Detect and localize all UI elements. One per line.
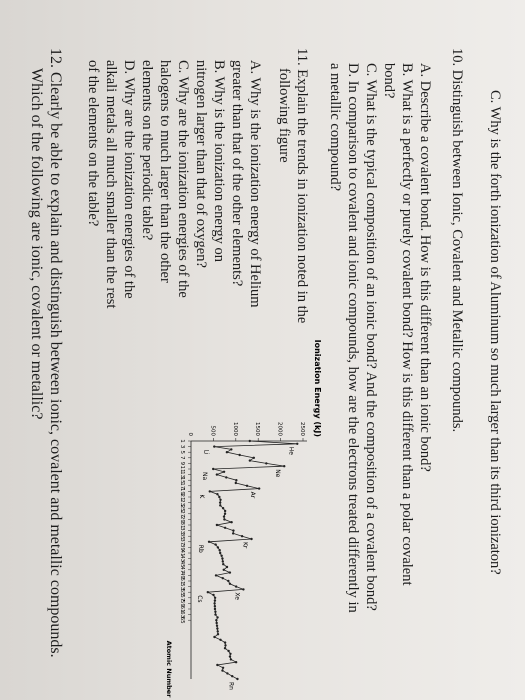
data-point	[224, 644, 226, 646]
y-tick-label: 2000	[276, 422, 283, 436]
x-tick-label: 27	[179, 510, 185, 518]
data-point	[258, 487, 260, 489]
x-tick-label: 43	[179, 555, 185, 563]
data-point	[213, 636, 215, 638]
data-point	[283, 465, 285, 467]
x-tick-label: 33	[179, 527, 185, 535]
x-tick-label: 59	[179, 599, 185, 607]
x-tick-label: 5	[179, 450, 185, 454]
x-tick-label: 23	[179, 499, 185, 507]
data-point	[224, 527, 226, 529]
data-point	[215, 619, 217, 621]
data-point	[265, 462, 267, 464]
x-tick-label: 15	[179, 476, 185, 484]
data-point	[235, 479, 237, 481]
data-point	[216, 524, 218, 526]
data-point	[224, 510, 226, 512]
q12-line2: Which of the following are ionic, covalent or metallic?	[28, 68, 45, 420]
data-point	[231, 675, 233, 677]
data-point	[229, 655, 231, 657]
data-point	[215, 622, 217, 624]
element-label: K	[197, 494, 205, 499]
data-point	[223, 518, 225, 520]
data-point	[235, 585, 237, 587]
data-point	[218, 549, 220, 551]
q11c-line3: elements on the periodic table?	[139, 60, 155, 241]
y-tick-label-zero: 0	[187, 432, 193, 436]
data-point	[242, 588, 244, 590]
data-point	[214, 611, 216, 613]
data-point	[222, 667, 224, 669]
data-point	[216, 493, 218, 495]
data-point	[217, 546, 219, 548]
data-point	[216, 473, 218, 475]
chart-svg	[165, 339, 325, 698]
x-tick-label: 57	[179, 594, 185, 602]
data-point	[224, 513, 226, 515]
data-point	[223, 569, 225, 571]
data-point	[217, 630, 219, 632]
x-tick-label: 11	[179, 465, 185, 473]
data-point	[216, 627, 218, 629]
x-tick-label: 61	[179, 605, 185, 613]
data-point	[226, 672, 228, 674]
data-point	[219, 501, 221, 503]
data-point	[230, 448, 232, 450]
x-tick-label: 37	[179, 538, 185, 546]
data-point	[221, 557, 223, 559]
data-point	[214, 599, 216, 601]
data-point	[223, 515, 225, 517]
data-point	[208, 541, 210, 543]
data-point	[230, 658, 232, 660]
data-point	[229, 571, 231, 573]
q11d-line2: alkali metals all much smaller than the rest	[103, 60, 119, 309]
data-point	[213, 602, 215, 604]
q11b-line2: nitrogen larger than that of oxygen?	[193, 60, 209, 268]
x-tick-label: 55	[179, 588, 185, 596]
data-point	[212, 468, 214, 470]
q10d-line2: a metallic compound?	[327, 63, 343, 192]
q11a-line1: A. Why is the ionization energy of Helium	[247, 60, 263, 308]
data-point	[222, 507, 224, 509]
data-point	[253, 457, 255, 459]
element-label: Ne	[274, 469, 282, 478]
element-label: He	[287, 446, 295, 456]
data-point	[214, 605, 216, 607]
q11d-line1: D. Why are the ionization energies of the	[121, 60, 137, 299]
y-tick-label: 1500	[254, 422, 261, 436]
x-tick-label: 25	[179, 504, 185, 512]
q11c-line2: halogens to much larger than the other	[157, 60, 173, 283]
element-label: Rn	[227, 682, 235, 690]
x-tick-label: 47	[179, 566, 185, 574]
y-tick-label: 2500	[299, 422, 305, 436]
x-tick-label: 17	[179, 482, 185, 490]
x-tick-label: 19	[179, 487, 185, 495]
data-point	[235, 482, 237, 484]
data-point	[217, 633, 219, 635]
data-point	[216, 664, 218, 666]
q10d-line1: D. In comparison to covalent and ionic compounds, how are the electrons treated differently in	[345, 63, 361, 613]
element-label: Ar	[249, 491, 257, 499]
q10-heading: 10. Distinguish between Ionic, Covalent and Metallic compounds.	[449, 48, 465, 433]
data-point	[214, 597, 216, 599]
data-point	[226, 566, 228, 568]
element-label: Li	[202, 449, 210, 455]
y-axis-title: Ionization Energy (kJ)	[313, 339, 322, 437]
data-point	[238, 454, 240, 456]
q11-line2: following figure	[276, 68, 292, 163]
x-tick-label: 7	[179, 456, 185, 460]
q10b-line2: bond?	[381, 63, 397, 99]
data-point	[222, 563, 224, 565]
data-point	[246, 485, 248, 487]
q11a-line2: greater than that of the other elements?	[229, 60, 245, 287]
data-point	[249, 440, 251, 442]
data-point	[226, 451, 228, 453]
data-point	[214, 608, 216, 610]
data-point	[219, 639, 221, 641]
x-tick-label: 13	[179, 471, 185, 479]
data-point	[221, 669, 223, 671]
data-point	[220, 555, 222, 557]
data-point	[229, 653, 231, 655]
data-point	[215, 574, 217, 576]
data-point	[225, 476, 227, 478]
data-point	[222, 577, 224, 579]
data-point	[219, 499, 221, 501]
x-tick-label: 29	[179, 515, 185, 523]
data-point	[241, 535, 243, 537]
data-point	[214, 613, 216, 615]
x-tick-label: 51	[179, 577, 185, 585]
x-tick-label: 3	[179, 444, 185, 449]
x-tick-label: 31	[179, 521, 185, 529]
data-point	[207, 591, 209, 593]
element-label: Kr	[241, 542, 249, 549]
data-point	[216, 616, 218, 618]
q12-line1: 12. Clearly be able to explain and distinguish between ionic, covalent and metallic compounds.	[47, 48, 64, 658]
data-point	[232, 532, 234, 534]
data-point	[229, 583, 231, 585]
data-point	[213, 445, 215, 447]
data-point	[224, 647, 226, 649]
x-tick-label: 49	[179, 571, 185, 579]
x-tick-label: 39	[179, 543, 185, 551]
q10c: C. What is the typical composition of an ionic bond? And the composition of a covalent bond?	[363, 63, 379, 611]
ionization-energy-chart	[165, 339, 325, 698]
data-point	[209, 490, 211, 492]
element-label: Cs	[195, 595, 203, 603]
element-label: Rb	[197, 544, 205, 553]
x-tick-label: 1	[179, 439, 185, 443]
data-point	[219, 552, 221, 554]
q11d-line3: of the elements on the table?	[85, 60, 101, 227]
y-tick-label: 500	[209, 425, 216, 436]
q11c-line1: C. Why are the ionization energies of the	[175, 60, 191, 298]
data-point	[219, 504, 221, 506]
x-tick-label: 65	[179, 616, 185, 624]
x-tick-label: 41	[179, 549, 185, 557]
data-point	[230, 521, 232, 523]
element-label: Xe	[233, 592, 241, 600]
data-point	[216, 625, 218, 627]
q11b-line1: B. Why is the ionization energy on	[211, 60, 227, 263]
data-point	[296, 443, 298, 445]
data-point	[224, 641, 226, 643]
data-point	[223, 471, 225, 473]
data-point	[212, 594, 214, 596]
data-point	[227, 580, 229, 582]
x-tick-label: 63	[179, 611, 185, 619]
x-tick-label: 9	[179, 461, 185, 466]
data-point	[218, 496, 220, 498]
q10c-previous: C. Why is the forth ionization of Aluminum so much larger than its third ionizaton?	[487, 90, 503, 575]
data-point	[214, 543, 216, 545]
q10b-line1: B. What is a perfectly or purely covalent bond? How is this different than a polar covalent	[399, 63, 415, 586]
data-point	[249, 459, 251, 461]
data-point	[227, 650, 229, 652]
q10a: A. Describe a covalent bond. How is this different than an ionic bond?	[417, 63, 433, 472]
data-point	[235, 661, 237, 663]
data-point	[250, 538, 252, 540]
x-tick-label: 53	[179, 583, 185, 591]
x-tick-label: 21	[179, 493, 185, 501]
data-point	[236, 678, 238, 680]
x-tick-label: 45	[179, 560, 185, 568]
y-tick-label: 1000	[231, 422, 238, 436]
data-point	[222, 560, 224, 562]
x-axis-title: Atomic Number	[165, 640, 173, 698]
x-tick-label: 35	[179, 532, 185, 540]
q11-line1: 11. Explain the trends in ionization noted in the	[294, 48, 310, 324]
element-label: Na	[201, 472, 209, 481]
data-point	[232, 529, 234, 531]
ionization-series-line	[208, 441, 298, 679]
